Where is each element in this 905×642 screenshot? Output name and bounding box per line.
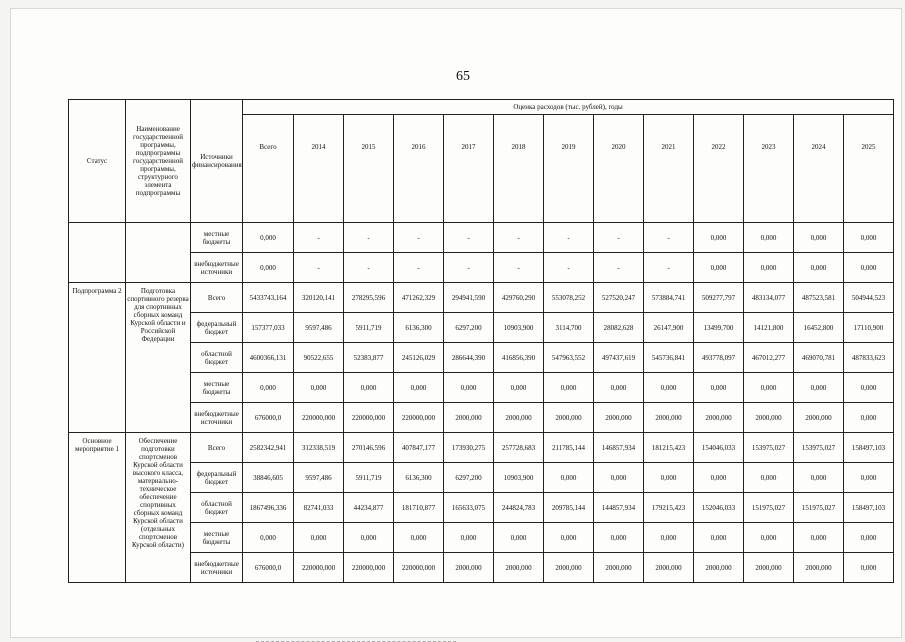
value-cell: 52383,877 bbox=[344, 343, 394, 373]
year-header-cell: Всего bbox=[243, 115, 294, 223]
header-sources: Источники финансирования bbox=[191, 100, 243, 223]
value-cell: 14121,800 bbox=[744, 313, 794, 343]
value-cell: 2000,000 bbox=[644, 553, 694, 583]
value-cell: 4600366,131 bbox=[243, 343, 294, 373]
funding-source-cell: Всего bbox=[191, 433, 243, 463]
value-cell: 146857,934 bbox=[594, 433, 644, 463]
value-cell: - bbox=[344, 223, 394, 253]
value-cell: 0,000 bbox=[444, 523, 494, 553]
value-cell: - bbox=[294, 223, 344, 253]
value-cell: 0,000 bbox=[694, 463, 744, 493]
value-cell: 0,000 bbox=[243, 373, 294, 403]
value-cell: 9597,486 bbox=[294, 463, 344, 493]
value-cell: 469070,781 bbox=[794, 343, 844, 373]
value-cell: 0,000 bbox=[243, 523, 294, 553]
value-cell: 0,000 bbox=[444, 373, 494, 403]
value-cell: 6136,300 bbox=[394, 463, 444, 493]
funding-source-cell: внебюджетные источники bbox=[191, 403, 243, 433]
value-cell: 320120,141 bbox=[294, 283, 344, 313]
value-cell: 286644,390 bbox=[444, 343, 494, 373]
value-cell: 220000,000 bbox=[344, 403, 394, 433]
value-cell: 2000,000 bbox=[494, 403, 544, 433]
program-name-cell: Обеспечение подготовки спортсменов Курской области высокого класса, материально-техническое обеспечение спортивных сборных команд Курской области (отдельных спортсменов Курской области) bbox=[126, 433, 191, 583]
table-row bbox=[69, 523, 894, 553]
value-cell: 278295,596 bbox=[344, 283, 394, 313]
value-cell: 0,000 bbox=[744, 373, 794, 403]
value-cell: 0,000 bbox=[794, 373, 844, 403]
year-header-cell: 2023 bbox=[744, 115, 794, 223]
value-cell: 181710,877 bbox=[394, 493, 444, 523]
value-cell: 244824,783 bbox=[494, 493, 544, 523]
year-header-cell: 2015 bbox=[344, 115, 394, 223]
value-cell: 0,000 bbox=[243, 223, 294, 253]
table-row bbox=[69, 223, 894, 253]
value-cell: 504944,523 bbox=[844, 283, 894, 313]
value-cell: - bbox=[394, 223, 444, 253]
header-name: Наименование государственной программы, подпрограммы государственной программы, структурного элемента подпрограммы bbox=[126, 100, 191, 223]
value-cell: 0,000 bbox=[544, 463, 594, 493]
value-cell: 0,000 bbox=[844, 553, 894, 583]
value-cell: 0,000 bbox=[844, 403, 894, 433]
value-cell: 2000,000 bbox=[594, 553, 644, 583]
value-cell: 220000,000 bbox=[394, 403, 444, 433]
value-cell: 487523,581 bbox=[794, 283, 844, 313]
value-cell: 0,000 bbox=[394, 523, 444, 553]
value-cell: 165633,075 bbox=[444, 493, 494, 523]
value-cell: 220000,000 bbox=[294, 553, 344, 583]
value-cell: - bbox=[444, 223, 494, 253]
value-cell: 2000,000 bbox=[744, 403, 794, 433]
program-name-cell: Подготовка спортивного резерва для спортивных сборных команд Курской области и Российской Федерации bbox=[126, 283, 191, 433]
program-name-cell bbox=[126, 223, 191, 283]
value-cell: 0,000 bbox=[344, 523, 394, 553]
value-cell: 676000,0 bbox=[243, 553, 294, 583]
value-cell: 16452,800 bbox=[794, 313, 844, 343]
value-cell: 245126,029 bbox=[394, 343, 444, 373]
value-cell: 157377,033 bbox=[243, 313, 294, 343]
value-cell: 0,000 bbox=[394, 373, 444, 403]
value-cell: 0,000 bbox=[844, 463, 894, 493]
value-cell: 0,000 bbox=[594, 373, 644, 403]
value-cell: 90522,655 bbox=[294, 343, 344, 373]
value-cell: 6297,200 bbox=[444, 463, 494, 493]
value-cell: - bbox=[594, 253, 644, 283]
value-cell: 0,000 bbox=[594, 463, 644, 493]
value-cell: 158497,103 bbox=[844, 433, 894, 463]
value-cell: 220000,000 bbox=[294, 403, 344, 433]
funding-source-cell: областной бюджет bbox=[191, 343, 243, 373]
value-cell: 154046,033 bbox=[694, 433, 744, 463]
value-cell: 0,000 bbox=[844, 253, 894, 283]
value-cell: 2000,000 bbox=[444, 553, 494, 583]
value-cell: 5911,719 bbox=[344, 463, 394, 493]
value-cell: 82741,033 bbox=[294, 493, 344, 523]
value-cell: 153975,027 bbox=[794, 433, 844, 463]
value-cell: 0,000 bbox=[744, 463, 794, 493]
value-cell: - bbox=[544, 223, 594, 253]
table-row bbox=[69, 283, 894, 313]
value-cell: 2000,000 bbox=[694, 553, 744, 583]
value-cell: 151975,027 bbox=[794, 493, 844, 523]
value-cell: 0,000 bbox=[644, 463, 694, 493]
value-cell: 487833,623 bbox=[844, 343, 894, 373]
value-cell: 483134,077 bbox=[744, 283, 794, 313]
value-cell: 0,000 bbox=[494, 523, 544, 553]
table-row bbox=[69, 403, 894, 433]
value-cell: - bbox=[444, 253, 494, 283]
value-cell: 545736,841 bbox=[644, 343, 694, 373]
funding-source-cell: местные бюджеты bbox=[191, 523, 243, 553]
value-cell: 17110,900 bbox=[844, 313, 894, 343]
value-cell: 153975,027 bbox=[744, 433, 794, 463]
table-row bbox=[69, 553, 894, 583]
value-cell: 553078,252 bbox=[544, 283, 594, 313]
value-cell: 2000,000 bbox=[794, 553, 844, 583]
table-row bbox=[69, 463, 894, 493]
value-cell: 2000,000 bbox=[694, 403, 744, 433]
value-cell: 26147,900 bbox=[644, 313, 694, 343]
value-cell: 0,000 bbox=[494, 373, 544, 403]
status-cell: Подпрограмма 2 bbox=[69, 283, 126, 433]
header-estimate: Оценка расходов (тыс. рублей), годы bbox=[243, 100, 894, 115]
value-cell: 1867496,336 bbox=[243, 493, 294, 523]
year-header-cell: 2019 bbox=[544, 115, 594, 223]
value-cell: - bbox=[394, 253, 444, 283]
value-cell: 0,000 bbox=[294, 523, 344, 553]
value-cell: 209785,144 bbox=[544, 493, 594, 523]
value-cell: 497437,619 bbox=[594, 343, 644, 373]
value-cell: 573884,741 bbox=[644, 283, 694, 313]
year-header-cell: 2017 bbox=[444, 115, 494, 223]
table-row bbox=[69, 343, 894, 373]
value-cell: 0,000 bbox=[694, 223, 744, 253]
value-cell: 152046,033 bbox=[694, 493, 744, 523]
value-cell: 429760,290 bbox=[494, 283, 544, 313]
value-cell: 2000,000 bbox=[794, 403, 844, 433]
value-cell: 0,000 bbox=[744, 223, 794, 253]
value-cell: 0,000 bbox=[344, 373, 394, 403]
value-cell: 38846,605 bbox=[243, 463, 294, 493]
value-cell: 2000,000 bbox=[644, 403, 694, 433]
table-row bbox=[69, 433, 894, 463]
value-cell: 0,000 bbox=[294, 373, 344, 403]
value-cell: 9597,486 bbox=[294, 313, 344, 343]
value-cell: 493778,097 bbox=[694, 343, 744, 373]
value-cell: 0,000 bbox=[844, 523, 894, 553]
value-cell: - bbox=[344, 253, 394, 283]
value-cell: 5433743,164 bbox=[243, 283, 294, 313]
value-cell: 0,000 bbox=[844, 223, 894, 253]
year-header-cell: 2022 bbox=[694, 115, 744, 223]
value-cell: 0,000 bbox=[794, 223, 844, 253]
value-cell: 0,000 bbox=[544, 373, 594, 403]
funding-source-cell: внебюджетные источники bbox=[191, 253, 243, 283]
value-cell: 0,000 bbox=[794, 463, 844, 493]
value-cell: 2000,000 bbox=[444, 403, 494, 433]
value-cell: 2000,000 bbox=[544, 403, 594, 433]
value-cell: 294941,590 bbox=[444, 283, 494, 313]
value-cell: 179215,423 bbox=[644, 493, 694, 523]
value-cell: 10903,900 bbox=[494, 463, 544, 493]
budget-table bbox=[68, 99, 894, 583]
value-cell: 28082,628 bbox=[594, 313, 644, 343]
value-cell: 2000,000 bbox=[544, 553, 594, 583]
value-cell: 0,000 bbox=[794, 253, 844, 283]
value-cell: 6136,300 bbox=[394, 313, 444, 343]
value-cell: 2582342,941 bbox=[243, 433, 294, 463]
value-cell: 509277,797 bbox=[694, 283, 744, 313]
header-row bbox=[69, 100, 894, 115]
value-cell: 0,000 bbox=[544, 523, 594, 553]
value-cell: 173930,275 bbox=[444, 433, 494, 463]
funding-source-cell: Всего bbox=[191, 283, 243, 313]
value-cell: 416856,390 bbox=[494, 343, 544, 373]
funding-source-cell: местные бюджеты bbox=[191, 223, 243, 253]
value-cell: - bbox=[494, 253, 544, 283]
table-row bbox=[69, 373, 894, 403]
value-cell: - bbox=[294, 253, 344, 283]
year-header-cell: 2014 bbox=[294, 115, 344, 223]
year-header-cell: 2024 bbox=[794, 115, 844, 223]
value-cell: 0,000 bbox=[243, 253, 294, 283]
year-header-cell: 2025 bbox=[844, 115, 894, 223]
document-page bbox=[10, 8, 902, 638]
value-cell: 13499,700 bbox=[694, 313, 744, 343]
header-status: Статус bbox=[69, 100, 126, 223]
value-cell: 181215,423 bbox=[644, 433, 694, 463]
value-cell: 257728,683 bbox=[494, 433, 544, 463]
status-cell bbox=[69, 223, 126, 283]
value-cell: 220000,000 bbox=[394, 553, 444, 583]
value-cell: 467012,277 bbox=[744, 343, 794, 373]
funding-source-cell: федеральный бюджет bbox=[191, 313, 243, 343]
value-cell: 0,000 bbox=[594, 523, 644, 553]
funding-source-cell: местные бюджеты bbox=[191, 373, 243, 403]
table-row bbox=[69, 493, 894, 523]
status-cell: Основное мероприятие 1 bbox=[69, 433, 126, 583]
funding-source-cell: областной бюджет bbox=[191, 493, 243, 523]
year-header-cell: 2018 bbox=[494, 115, 544, 223]
value-cell: 144857,934 bbox=[594, 493, 644, 523]
table-row bbox=[69, 313, 894, 343]
value-cell: 10903,900 bbox=[494, 313, 544, 343]
value-cell: 0,000 bbox=[744, 253, 794, 283]
value-cell: 0,000 bbox=[694, 523, 744, 553]
year-header-cell: 2021 bbox=[644, 115, 694, 223]
value-cell: 527520,247 bbox=[594, 283, 644, 313]
value-cell: 2000,000 bbox=[494, 553, 544, 583]
value-cell: 312338,519 bbox=[294, 433, 344, 463]
value-cell: 0,000 bbox=[794, 523, 844, 553]
value-cell: 0,000 bbox=[694, 253, 744, 283]
value-cell: - bbox=[494, 223, 544, 253]
year-header-cell: 2020 bbox=[594, 115, 644, 223]
value-cell: - bbox=[594, 223, 644, 253]
value-cell: 0,000 bbox=[844, 373, 894, 403]
value-cell: 158497,103 bbox=[844, 493, 894, 523]
funding-source-cell: внебюджетные источники bbox=[191, 553, 243, 583]
value-cell: 0,000 bbox=[644, 373, 694, 403]
value-cell: - bbox=[644, 223, 694, 253]
page-number: 65 bbox=[456, 69, 470, 84]
value-cell: 407847,177 bbox=[394, 433, 444, 463]
value-cell: - bbox=[544, 253, 594, 283]
value-cell: 270146,596 bbox=[344, 433, 394, 463]
value-cell: 0,000 bbox=[744, 523, 794, 553]
value-cell: 547963,552 bbox=[544, 343, 594, 373]
funding-source-cell: федеральный бюджет bbox=[191, 463, 243, 493]
value-cell: 2000,000 bbox=[744, 553, 794, 583]
value-cell: - bbox=[644, 253, 694, 283]
value-cell: 211785,144 bbox=[544, 433, 594, 463]
value-cell: 151975,027 bbox=[744, 493, 794, 523]
value-cell: 5911,719 bbox=[344, 313, 394, 343]
value-cell: 44234,877 bbox=[344, 493, 394, 523]
value-cell: 676000,0 bbox=[243, 403, 294, 433]
value-cell: 471262,329 bbox=[394, 283, 444, 313]
value-cell: 2000,000 bbox=[594, 403, 644, 433]
value-cell: 220000,000 bbox=[344, 553, 394, 583]
value-cell: 0,000 bbox=[694, 373, 744, 403]
value-cell: 3114,700 bbox=[544, 313, 594, 343]
value-cell: 6297,200 bbox=[444, 313, 494, 343]
table-row bbox=[69, 253, 894, 283]
year-header-cell: 2016 bbox=[394, 115, 444, 223]
value-cell: 0,000 bbox=[644, 523, 694, 553]
